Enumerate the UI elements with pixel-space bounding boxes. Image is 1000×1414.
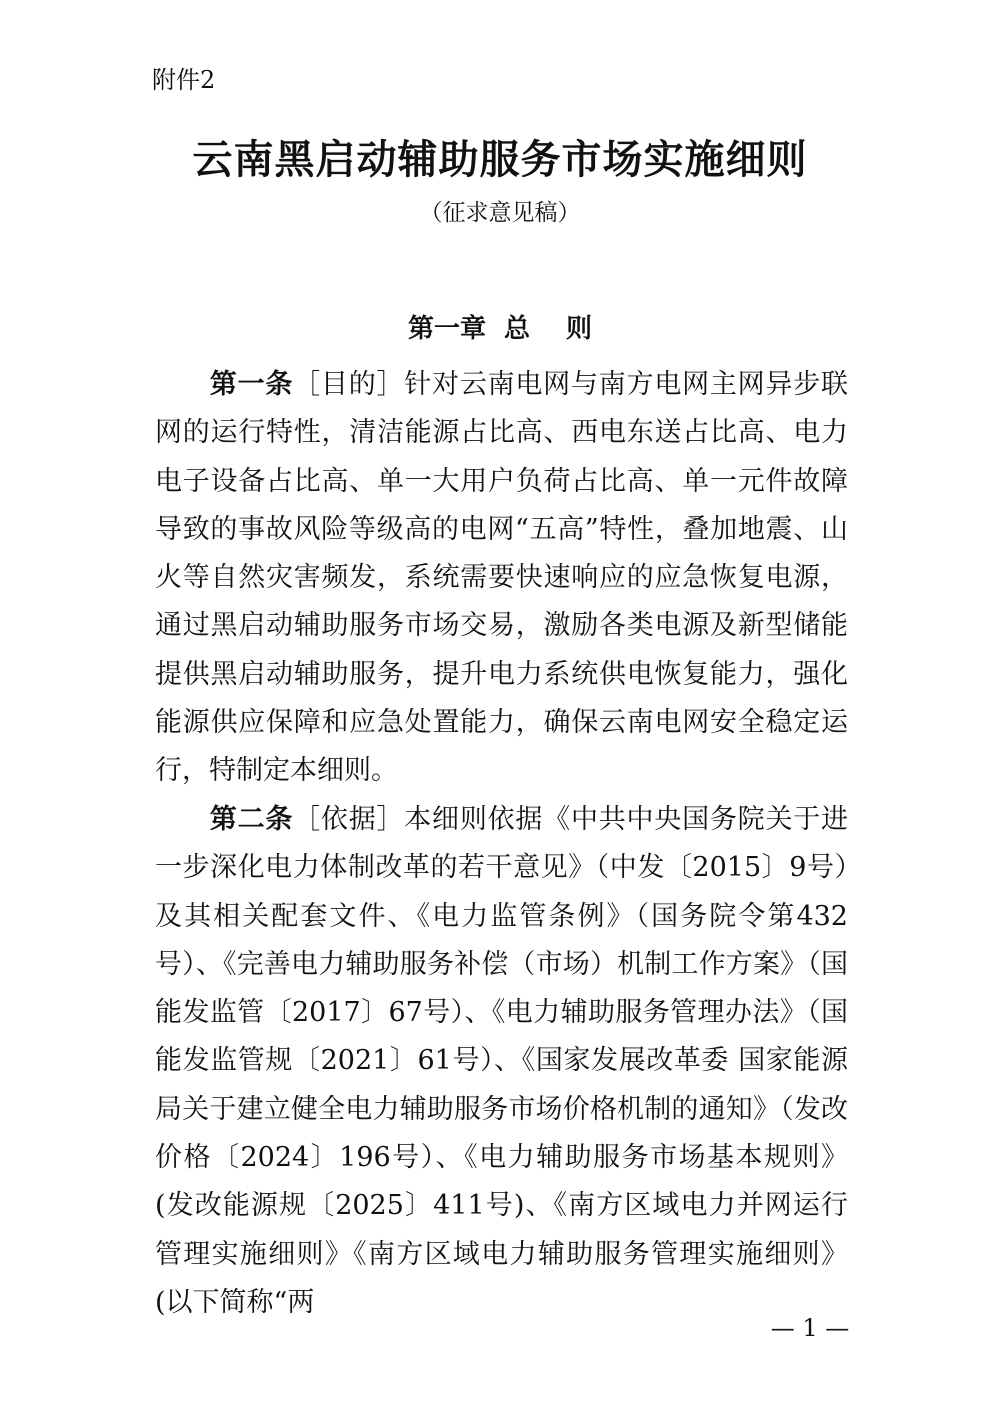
document-title: 云南黑启动辅助服务市场实施细则 [192, 136, 808, 183]
chapter-number: 第一章 [407, 314, 486, 344]
article-1-label: 第一条 [209, 369, 294, 400]
document-subtitle: （征求意见稿） [419, 200, 581, 226]
article-2-label: 第二条 [209, 804, 294, 835]
chapter-title-char-2: 则 [566, 314, 593, 344]
article-1 [155, 361, 848, 796]
attachment-label: 附件2 [152, 66, 216, 94]
page-number: — 1 — [770, 1314, 850, 1342]
chapter-heading [0, 309, 1000, 349]
article-2 [155, 796, 848, 1327]
article-2-text: ［依据］本细则依据《中共中央国务院关于进一步深化电力体制改革的若干意见》（中发〔2015〕9号）及其相关配套文件、《电力监管条例》（国务院令第432号）、《完善电力辅助服务补偿（市场）机制工作方案》（国能发监管〔2017〕67号）、《电力辅助服务管理办法》（国能发监管规〔2021〕61号）、《国家发展改革委 国家能源局关于建立健全电力辅助服务市场价格机制的通知》（发改价格〔2024〕196号）、《电力辅助服务市场基本规则》(发改能源规〔2025〕411号)、《南方区域电力并网运行管理实施细则》《南方区域电力辅助服务管理实施细则》(以下简称“两 [155, 804, 849, 1318]
chapter-title-char-1: 总 [503, 314, 530, 344]
article-1-text: ［目的］针对云南电网与南方电网主网异步联网的运行特性，清洁能源占比高、西电东送占比高、电力电子设备占比高、单一大用户负荷占比高、单一元件故障导致的事故风险等级高的电网“五高”特性，叠加地震、山火等自然灾害频发，系统需要快速响应的应急恢复电源，通过黑启动辅助服务市场交易，激励各类电源及新型储能提供黑启动辅助服务，提升电力系统供电恢复能力，强化能源供应保障和应急处置能力，确保云南电网安全稳定运行，特制定本细则。 [155, 369, 849, 787]
